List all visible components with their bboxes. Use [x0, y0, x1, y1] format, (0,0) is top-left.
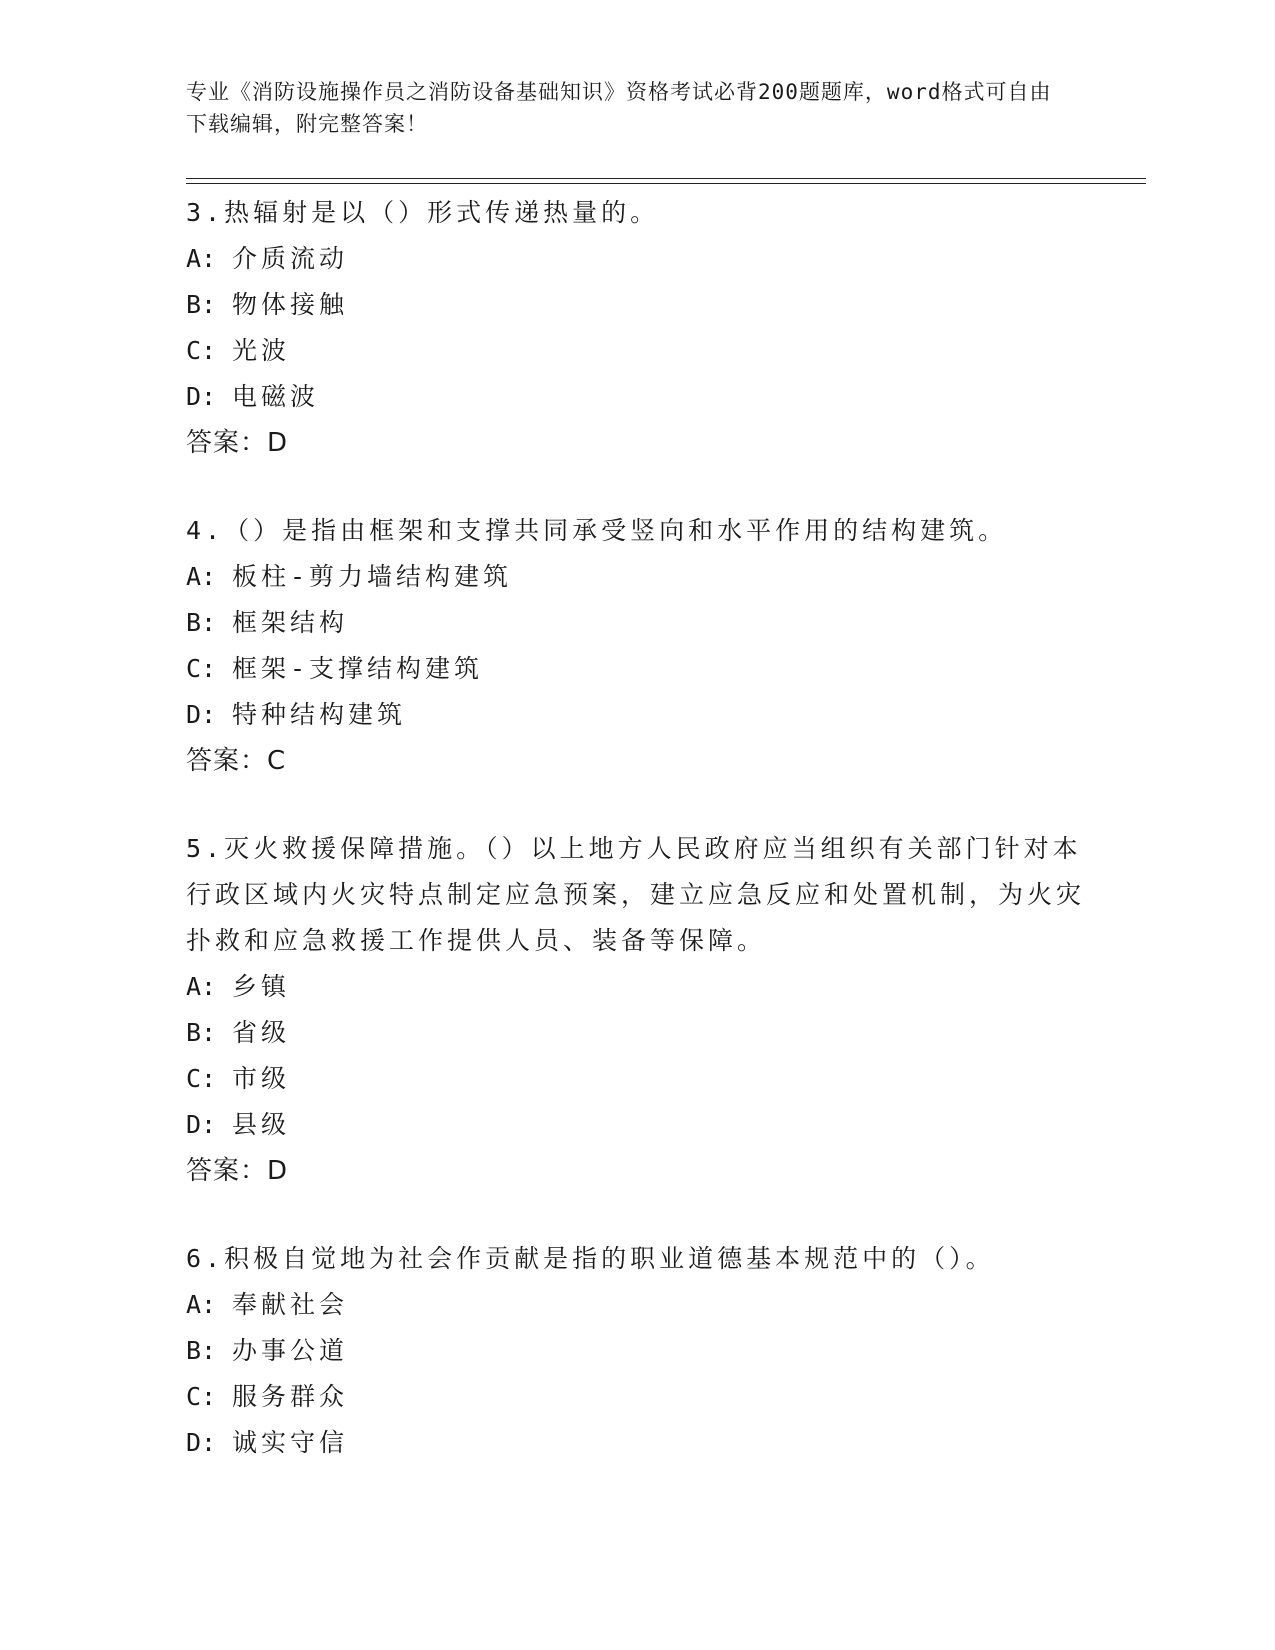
option-letter: D:: [186, 382, 217, 411]
option-c: [186, 646, 1086, 692]
option-a: [186, 554, 1086, 600]
option-text: 服务群众: [232, 1382, 349, 1411]
option-letter: B:: [186, 608, 217, 637]
question-5: [186, 826, 1086, 1194]
option-text: 诚实守信: [232, 1428, 349, 1457]
option-text: 电磁波: [232, 382, 320, 411]
option-text: 省级: [232, 1018, 291, 1047]
option-letter: A:: [186, 972, 217, 1001]
option-text: 光波: [232, 336, 291, 365]
option-letter: D:: [186, 1110, 217, 1139]
option-letter: A:: [186, 244, 217, 273]
option-d: [186, 1420, 1086, 1466]
option-text: 特种结构建筑: [232, 700, 407, 729]
header-divider-top: [186, 178, 1146, 179]
option-b: [186, 1328, 1086, 1374]
option-c: [186, 1056, 1086, 1102]
question-list: [186, 190, 1086, 1508]
option-letter: C:: [186, 1382, 217, 1411]
option-a: [186, 964, 1086, 1010]
option-letter: C:: [186, 1064, 217, 1093]
header-divider-bottom: [186, 183, 1146, 184]
option-b: [186, 600, 1086, 646]
option-text: 介质流动: [232, 244, 349, 273]
document-header: 专业《消防设施操作员之消防设备基础知识》资格考试必背200题题库，word格式可自由下载编辑，附完整答案！: [186, 80, 1052, 136]
question-stem: 3.热辐射是以（）形式传递热量的。: [186, 198, 660, 227]
option-text: 办事公道: [232, 1336, 349, 1365]
option-letter: B:: [186, 290, 217, 319]
option-letter: C:: [186, 654, 217, 683]
question-stem: 5.灭火救援保障措施。（）以上地方人民政府应当组织有关部门针对本行政区域内火灾特点制定应急预案，建立应急反应和处置机制，为火灾扑救和应急救援工作提供人员、装备等保障。: [186, 834, 1086, 955]
option-d: [186, 1102, 1086, 1148]
answer-label: 答案：C: [186, 746, 287, 776]
question-3: [186, 190, 1086, 466]
option-d: [186, 692, 1086, 738]
answer-label: 答案：D: [186, 1156, 289, 1186]
option-text: 县级: [232, 1110, 291, 1139]
option-text: 框架-支撑结构建筑: [232, 654, 484, 683]
option-b: [186, 282, 1086, 328]
option-a: [186, 1282, 1086, 1328]
option-letter: B:: [186, 1018, 217, 1047]
option-text: 市级: [232, 1064, 291, 1093]
option-c: [186, 328, 1086, 374]
option-text: 框架结构: [232, 608, 349, 637]
option-letter: A:: [186, 1290, 217, 1319]
answer-label: 答案：D: [186, 428, 289, 458]
option-b: [186, 1010, 1086, 1056]
option-letter: D:: [186, 700, 217, 729]
option-letter: B:: [186, 1336, 217, 1365]
option-letter: A:: [186, 562, 217, 591]
option-a: [186, 236, 1086, 282]
question-6: [186, 1236, 1086, 1466]
option-text: 物体接触: [232, 290, 349, 319]
question-stem: 4.（）是指由框架和支撑共同承受竖向和水平作用的结构建筑。: [186, 516, 1008, 545]
question-stem: 6.积极自觉地为社会作贡献是指的职业道德基本规范中的（）。: [186, 1244, 995, 1273]
option-d: [186, 374, 1086, 420]
option-text: 奉献社会: [232, 1290, 349, 1319]
option-text: 板柱-剪力墙结构建筑: [232, 562, 513, 591]
option-letter: C:: [186, 336, 217, 365]
question-4: [186, 508, 1086, 784]
option-c: [186, 1374, 1086, 1420]
option-text: 乡镇: [232, 972, 291, 1001]
option-letter: D:: [186, 1428, 217, 1457]
